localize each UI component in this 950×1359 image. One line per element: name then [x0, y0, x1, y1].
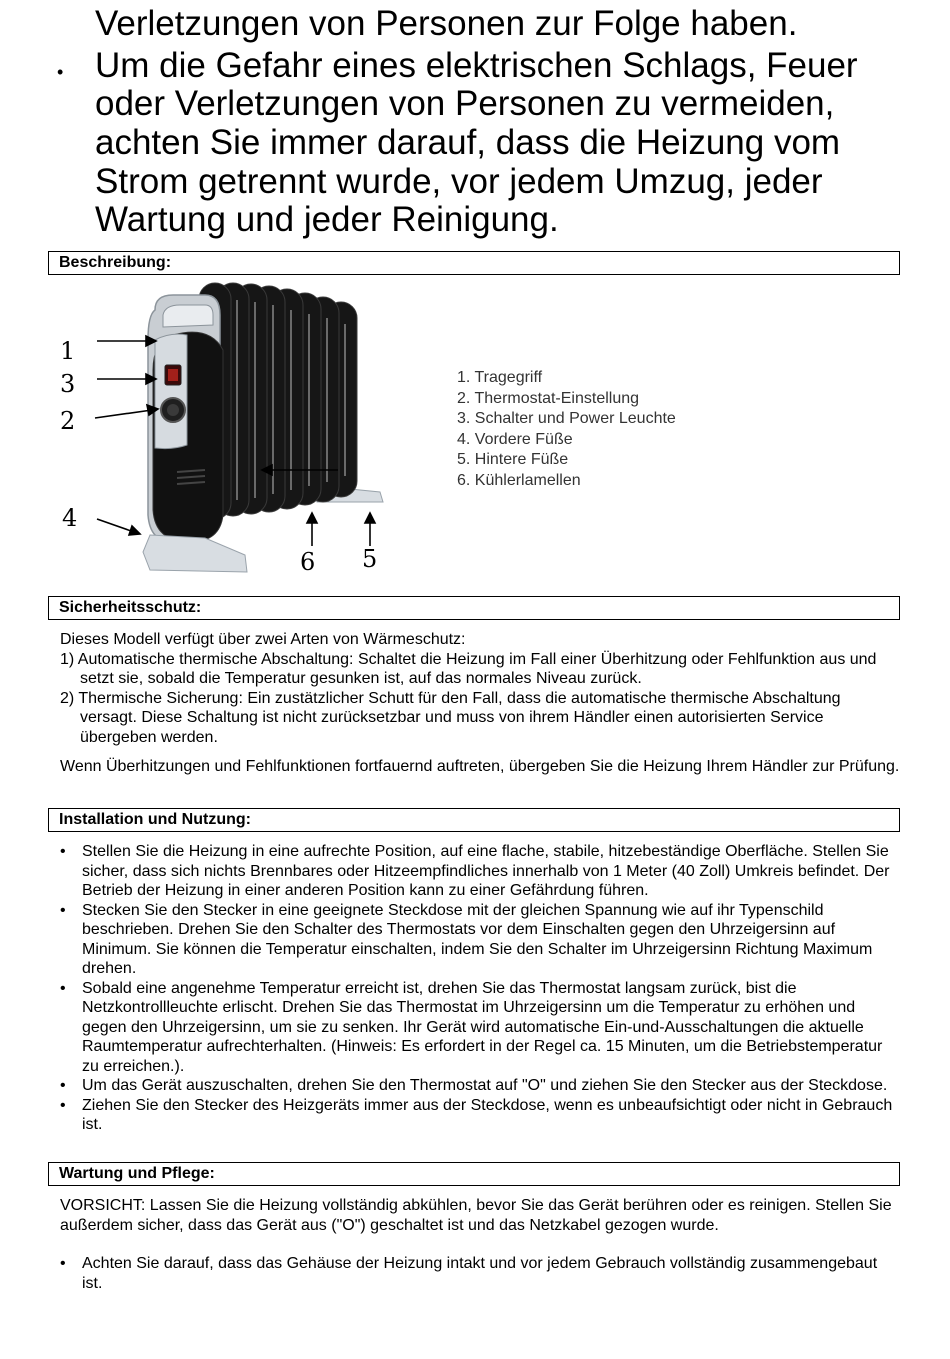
callout-3: 3: [60, 370, 76, 398]
safety-intro: Dieses Modell verfügt über zwei Arten von Wärmeschutz:: [60, 631, 466, 648]
safety-text: [60, 630, 900, 777]
legend-item: 1. Tragegriff: [457, 369, 543, 386]
bullet-icon: •: [60, 843, 66, 860]
legend-item: 3. Schalter und Power Leuchte: [457, 410, 676, 427]
safety-note: Wenn Überhitzungen und Fehlfunktionen fortfauernd auftreten, übergeben Sie die Heizung Ihrem Händler zur Prüfung.: [60, 758, 900, 775]
list-item: [60, 1254, 900, 1293]
callout-arrows: [0, 0, 950, 600]
list-item: [60, 1076, 900, 1096]
safety-item: 2) Thermische Sicherung: Ein zustätzlicher Schutt für den Fall, dass die automatische thermische Abschaltung versagt. Diese Schaltung ist nicht zurücksetzbar und muss von ihrem Händler einen autorisierten Service übergeben werden.: [60, 689, 841, 746]
list-item-text: Um das Gerät auszuschalten, drehen Sie den Thermostat auf "O" und ziehen Sie den Stecker aus der Steckdose.: [82, 1077, 888, 1094]
list-item: [60, 1096, 900, 1135]
intro-line: oder Verletzungen von Personen zu vermeiden,: [95, 84, 835, 123]
intro-line: Strom getrennt wurde, vor jedem Umzug, jeder: [95, 162, 823, 201]
section-header-beschreibung: Beschreibung:: [48, 251, 900, 275]
bullet-icon: •: [60, 979, 66, 997]
callout-5: 5: [362, 545, 378, 573]
maintenance-caution: VORSICHT: Lassen Sie die Heizung vollständig abkühlen, bevor Sie das Gerät berühren oder es reinigen. Stellen Sie außerdem sicher, dass das Gerät aus ("O") geschaltet ist und das Netzkabel gezogen wurde.: [60, 1197, 892, 1234]
safety-item: 1) Automatische thermische Abschaltung: Schaltet die Heizung im Fall einer Überhitzung oder Fehlfunktion aus und setzt sie, sobald die Temperatur gesunken ist, auf das normales Niveau zurück.: [60, 650, 877, 687]
list-item: [60, 901, 900, 979]
bullet-icon: •: [60, 901, 66, 919]
section-header-sicherheitsschutz: Sicherheitsschutz:: [48, 596, 900, 620]
bullet-icon: •: [60, 1077, 66, 1094]
callout-1: 1: [60, 337, 76, 365]
list-item-text: Ziehen Sie den Stecker des Heizgeräts immer aus der Steckdose, wenn es unbeaufsichtigt oder nicht in Gebrauch ist.: [82, 1096, 893, 1133]
intro-line: achten Sie immer darauf, dass die Heizung vom: [95, 123, 841, 162]
section-header-wartung: Wartung und Pflege:: [48, 1162, 900, 1186]
callout-2: 2: [60, 407, 76, 435]
callout-4: 4: [62, 504, 78, 532]
maintenance-list: [60, 1254, 900, 1293]
list-item-text: Stellen Sie die Heizung in eine aufrechte Position, auf eine flache, stabile, hitzebeständige Oberfläche. Stellen Sie sicher, dass sich nichts Brennbares oder Hitzeempfindliches innerhalb von 1 Meter (40 Zoll) Umkreis befindet. Der Betrieb der Heizung in einer anderen Position kann zu einer Gefährdung führen.: [82, 843, 890, 899]
callout-6: 6: [300, 548, 316, 576]
installation-list: [60, 842, 900, 1135]
parts-legend: [457, 368, 676, 491]
list-item: [60, 842, 900, 901]
section-header-installation: Installation und Nutzung:: [48, 808, 900, 832]
legend-item: 4. Vordere Füße: [457, 430, 573, 448]
intro-line: Wartung und jeder Reinigung.: [95, 200, 559, 239]
bullet-icon: •: [57, 62, 64, 82]
intro-line: Verletzungen von Personen zur Folge haben.: [95, 4, 798, 43]
legend-item: 2. Thermostat-Einstellung: [457, 389, 640, 407]
list-item-text: Achten Sie darauf, dass das Gehäuse der Heizung intakt und vor jedem Gebrauch vollständig zusammengebaut ist.: [82, 1255, 878, 1292]
legend-item: 5. Hintere Füße: [457, 451, 569, 468]
list-item-text: Stecken Sie den Stecker in eine geeignete Steckdose mit der gleichen Spannung wie auf ihr Typenschild beschrieben. Drehen Sie den Schalter des Thermostats vor dem Einschalten gegen den Uhrzeigersinn auf Minimum. Sie können die Temperatur einschalten, indem Sie den Schalter im Uhrzeigersinn Richtung Maximum drehen.: [82, 901, 873, 977]
legend-item: 6. Kühlerlamellen: [457, 471, 581, 489]
bullet-icon: •: [60, 1255, 66, 1272]
bullet-icon: •: [60, 1096, 66, 1114]
list-item: [60, 979, 900, 1077]
intro-line: Um die Gefahr eines elektrischen Schlags, Feuer: [95, 46, 858, 85]
list-item-text: Sobald eine angenehme Temperatur erreicht ist, drehen Sie das Thermostat langsam zurück, bist die Netzkontrollleuchte erlischt. Drehen Sie das Thermostat im Uhrzeigersinn um die Temperatur zu erhöhen und gegen den Uhrzeigersinn, um sie zu senken. Ihr Gerät wird automatische Ein-und-Ausschaltungen die aktuelle Raumtemperatur aufrechterhalten. (Hinweis: Es erfordert in der Regel ca. 15 Minuten, um die Betriebstemperatur zu erreichen.).: [82, 979, 883, 1075]
